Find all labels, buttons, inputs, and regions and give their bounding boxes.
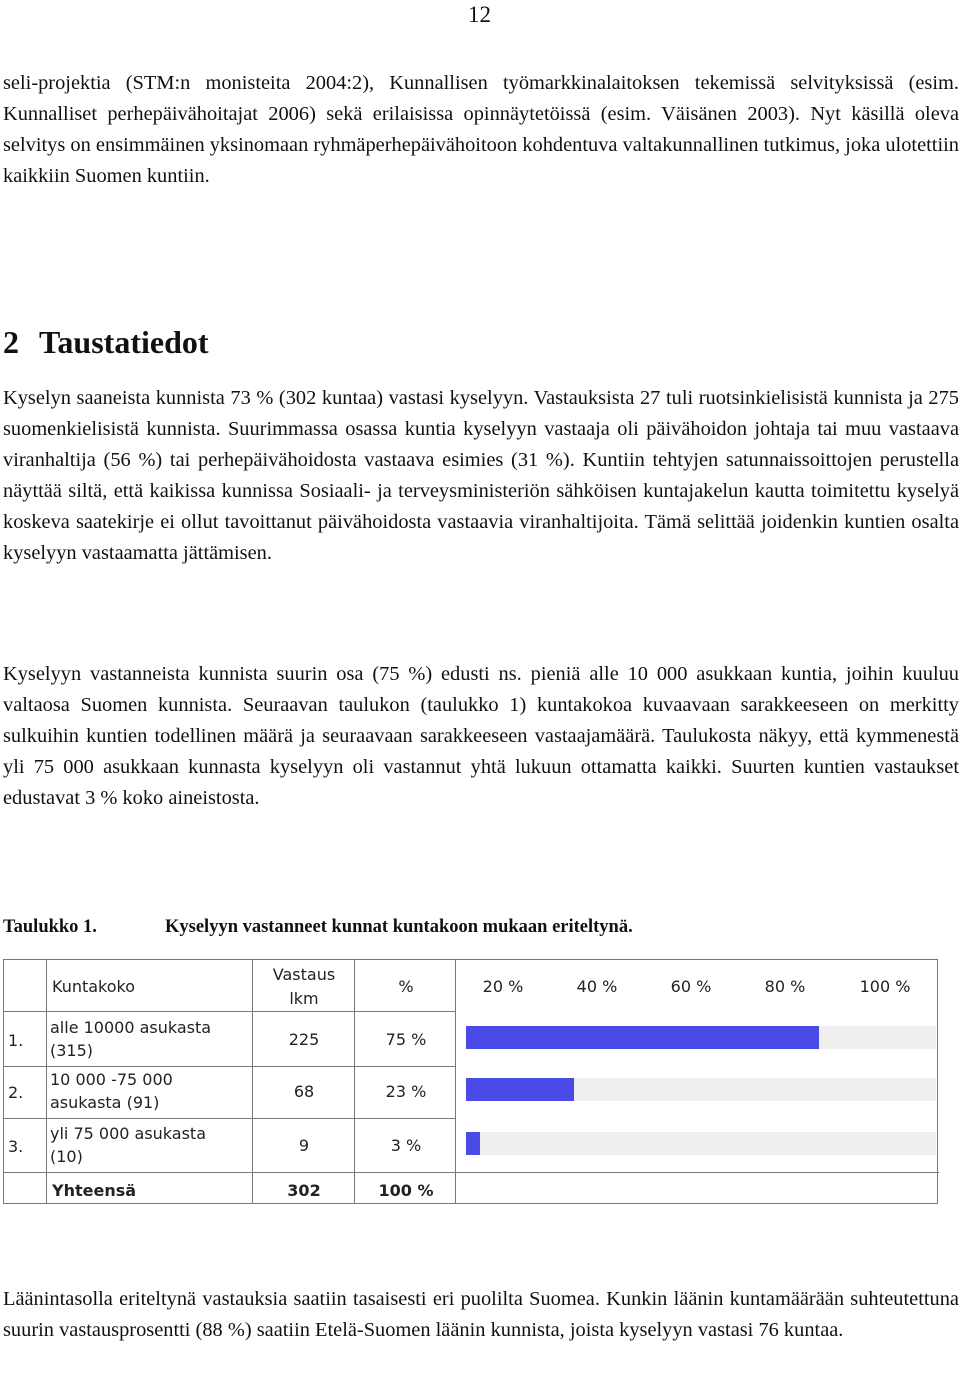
section-heading [3,322,209,362]
section-title: Taustatiedot [39,324,209,360]
row-percent: 75 % [385,1030,427,1049]
header-responses-line1: Vastaus [272,965,336,984]
scale-label: 40 % [576,977,618,996]
page-number: 12 [468,2,491,27]
row-size-line2: (10) [50,1147,83,1166]
row-count: 9 [298,1136,310,1155]
row-index: 3. [8,1137,24,1156]
header-size: Kuntakoko [52,977,136,996]
bar-track [466,1078,936,1101]
row-count: 68 [293,1082,315,1101]
row-percent: 3 % [390,1136,422,1155]
scale-label: 100 % [859,977,911,996]
scale-label: 80 % [764,977,806,996]
header-percent: % [398,977,414,996]
section-number: 2 [3,324,19,360]
table-divider [4,1066,455,1067]
row-count: 225 [288,1030,320,1049]
bar-track [466,1132,936,1155]
scale-label: 60 % [670,977,712,996]
table-divider [46,960,47,1203]
table-divider [354,960,355,1203]
bar-row-3 [466,1132,480,1155]
table-caption [3,917,633,938]
header-responses-line2: lkm [289,989,319,1008]
row-percent: 23 % [385,1082,427,1101]
row-size-line2: (315) [50,1041,94,1060]
table-caption-title: Kyselyyn vastanneet kunnat kuntakoon mukaan eriteltynä. [165,917,633,937]
scale-label: 20 % [482,977,524,996]
total-count: 302 [287,1181,321,1200]
table-divider [4,1118,455,1119]
table-divider [252,960,253,1203]
row-index: 2. [8,1083,24,1102]
bar-track [466,1026,936,1049]
table-divider [455,1172,939,1173]
municipality-size-paragraph: Kyselyyn vastanneista kunnista suurin osa (75 %) edusti ns. pieniä alle 10 000 asukkaan kuntia, joihin kuuluu valtaosa Suomen kunnista. Seuraavan taulukon (taulukko 1) kuntakokoa kuvaavaan sarakkeeseen on merkitty sulkuihin kuntien todellinen määrä ja seuraavaan sarakkeeseen vastaajamäärä. Taulukosta näkyy, että kymmenestä yli 75 000 asukkaan kunnasta kyselyyn oli vastannut yhtä lukuun ottamatta kaikki. Suurten kuntien vastaukset edustavat 3 % koko aineistosta. [3,663,959,809]
row-size-line2: asukasta (91) [50,1093,160,1112]
row-index: 1. [8,1031,24,1050]
total-percent: 100 % [378,1181,434,1200]
table-divider [4,1011,455,1012]
bar-row-1 [466,1026,819,1049]
regional-paragraph: Läänintasolla eriteltynä vastauksia saatiin tasaisesti eri puolilta Suomea. Kunkin läänin kuntamäärään suhteutettuna suurin vastausprosentti (88 %) saatiin Etelä-Suomen läänin kunnista, joista kyselyyn vastasi 76 kuntaa. [3,1288,959,1341]
background-paragraph: Kyselyn saaneista kunnista 73 % (302 kuntaa) vastasi kyselyyn. Vastauksista 27 tuli ruotsinkielisistä kunnista ja 275 suomenkielisistä kunnista. Suurimmassa osassa kuntia kyselyyn vastaaja oli päivähoidon johtaja tai muu vastaava viranhaltija (56 %) tai perhepäivähoidosta vastaava esimies (31 %). Kuntiin tehtyjen satunnaissoittojen perustella näyttää siltä, että kaikissa kunnissa Sosiaali- ja terveysministeriön sähköisen kuntajakelun kautta toimitettu kyselyä koskeva saatekirje ei ollut tavoittanut päivähoidosta vastaavia viranhaltijoita. Tämä selittää joidenkin kuntien osalta kyselyyn vastaamatta jättämisen. [3,387,959,564]
row-size-line1: 10 000 -75 000 [50,1070,173,1089]
response-table [3,959,938,1204]
table-caption-label: Taulukko 1. [3,917,97,937]
table-divider [4,1172,455,1173]
row-size-line1: yli 75 000 asukasta [50,1124,206,1143]
row-size-line1: alle 10000 asukasta [50,1018,212,1037]
bar-row-2 [466,1078,574,1101]
total-label: Yhteensä [52,1181,137,1200]
intro-paragraph: seli-projektia (STM:n monisteita 2004:2), Kunnallisen työmarkkinalaitoksen tekemissä selvityksissä (esim. Kunnalliset perhepäivähoitajat 2006) sekä erilaisissa opinnäytetöissä (esim. Väisänen 2003). Nyt käsillä oleva selvitys on ensimmäinen yksinomaan ryhmäperhepäivähoitoon kohdentuva valtakunnallinen tutkimus, joka ulotettiin kaikkiin Suomen kuntiin. [3,72,959,187]
